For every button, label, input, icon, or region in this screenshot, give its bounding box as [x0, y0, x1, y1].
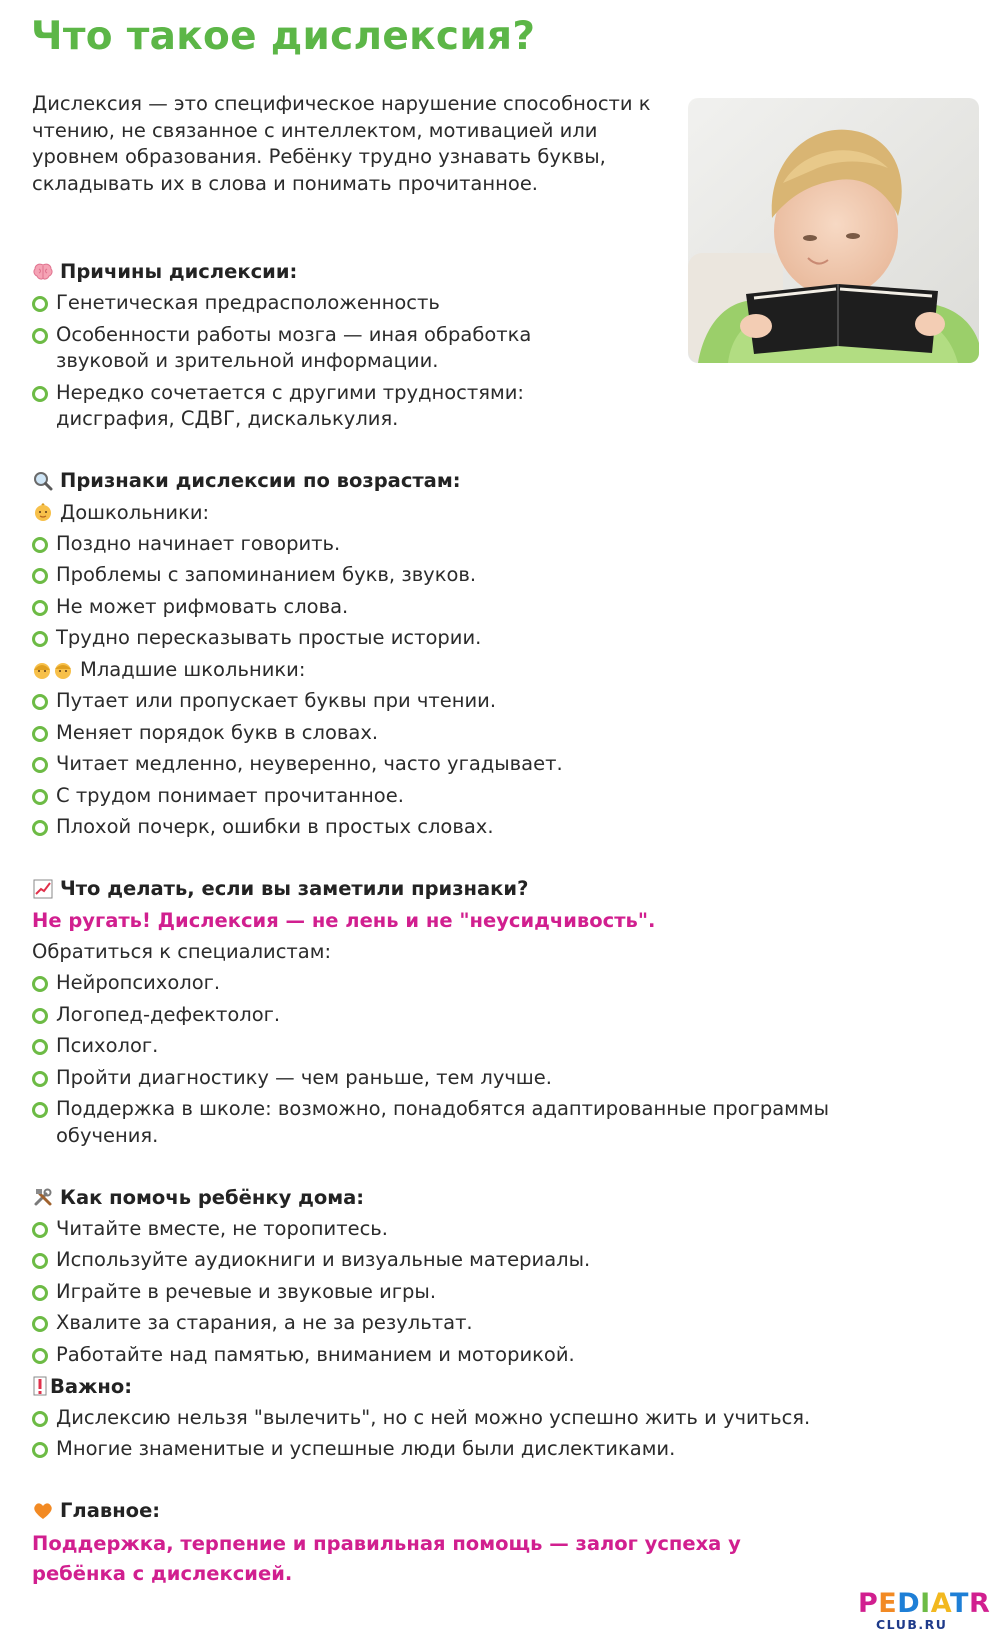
list-item: Поздно начинает говорить. — [32, 528, 912, 560]
todo-heading — [32, 873, 912, 905]
list-item: Дислексию нельзя "вылечить", но с ней можно успешно жить и учиться. — [32, 1402, 912, 1434]
list-item: Многие знаменитые и успешные люди были дислектиками. — [32, 1434, 912, 1466]
list-item: Психолог. — [32, 1031, 912, 1063]
bullet-circle-icon — [32, 631, 48, 647]
list-item: Читает медленно, неуверенно, часто угадывает. — [32, 749, 912, 781]
bullet-circle-icon — [32, 694, 48, 710]
bullet-circle-icon — [32, 820, 48, 836]
pediatr-club-logo[interactable] — [858, 1588, 991, 1638]
chart-icon — [32, 878, 54, 900]
home-heading-text: Как помочь ребёнку дома: — [60, 1185, 365, 1209]
bullet-circle-icon — [32, 1071, 48, 1087]
bullet-circle-icon — [32, 1411, 48, 1427]
bullet-circle-icon — [32, 1442, 48, 1458]
main-text: Поддержка, терпение и правильная помощь — залог успеха у ребёнка с дислексией. — [32, 1531, 741, 1585]
list-item: Меняет порядок букв в словах. — [32, 717, 912, 749]
main-heading — [32, 1495, 912, 1527]
todo-warning: Не ругать! Дислексия — не лень и не "неусидчивость". — [32, 908, 656, 932]
bullet-circle-icon — [32, 789, 48, 805]
bullet-circle-icon — [32, 1253, 48, 1269]
list-item: Используйте аудиокниги и визуальные материалы. — [32, 1245, 912, 1277]
bullet-circle-icon — [32, 1222, 48, 1238]
bullet-circle-icon — [32, 1008, 48, 1024]
bullet-circle-icon — [32, 568, 48, 584]
list-item: Играйте в речевые и звуковые игры. — [32, 1276, 912, 1308]
list-item: Логопед-дефектолог. — [32, 999, 912, 1031]
intro-paragraph: Дислексия — это специфическое нарушение способности к чтению, не связанное с интеллектом, мотивацией или уровнем образования. Ребёнку трудно узнавать буквы, складывать их в слова и понимать прочитанное. — [32, 92, 651, 195]
list-item: Проблемы с запоминанием букв, звуков. — [32, 560, 912, 592]
page-title: Что такое дислексия? — [31, 14, 536, 59]
magnifier-icon — [32, 470, 54, 492]
list-item: Пройти диагностику — чем раньше, тем лучше. — [32, 1062, 912, 1094]
bullet-circle-icon — [32, 296, 48, 312]
signs-heading-text: Признаки дислексии по возрастам: — [60, 469, 461, 492]
signs-heading — [32, 465, 912, 497]
important-heading — [32, 1371, 912, 1403]
list-item: Работайте над памятью, вниманием и моторикой. — [32, 1339, 912, 1371]
bullet-circle-icon — [32, 1285, 48, 1301]
bullet-circle-icon — [32, 600, 48, 616]
list-item: С трудом понимает прочитанное. — [32, 780, 912, 812]
bullet-circle-icon — [32, 1039, 48, 1055]
bullet-circle-icon — [32, 1102, 48, 1118]
list-item: Путает или пропускает буквы при чтении. — [32, 686, 912, 718]
baby-face-icon — [32, 501, 54, 523]
bullet-circle-icon — [32, 976, 48, 992]
children-faces-icon — [32, 659, 74, 681]
logo-domain: CLUB.RU — [876, 1617, 948, 1632]
bullet-circle-icon — [32, 1316, 48, 1332]
bullet-circle-icon — [32, 386, 48, 402]
causes-heading-text: Причины дислексии: — [60, 260, 298, 283]
bullet-circle-icon — [32, 757, 48, 773]
home-heading — [32, 1182, 912, 1214]
todo-heading-text: Что делать, если вы заметили признаки? — [60, 877, 529, 900]
list-item: Поддержка в школе: возможно, понадобятся адаптированные программы обучения. — [32, 1094, 912, 1152]
list-item: Генетическая предрасположенность — [32, 288, 912, 320]
exclamation-icon — [32, 1375, 48, 1397]
brain-icon — [32, 261, 54, 283]
orange-heart-icon — [32, 1500, 54, 1522]
important-heading-text: Важно: — [50, 1374, 133, 1398]
list-item: Хвалите за старания, а не за результат. — [32, 1308, 912, 1340]
list-item: Трудно пересказывать простые истории. — [32, 623, 912, 655]
preschool-label: Дошкольники: — [32, 497, 912, 529]
bullet-circle-icon — [32, 537, 48, 553]
tools-icon — [32, 1186, 54, 1208]
bullet-circle-icon — [32, 1348, 48, 1364]
school-label: Младшие школьники: — [32, 654, 912, 686]
main-heading-text: Главное: — [60, 1499, 161, 1522]
todo-subheading: Обратиться к специалистам: — [32, 940, 332, 963]
bullet-circle-icon — [32, 726, 48, 742]
causes-heading — [32, 256, 912, 288]
list-item: Нередко сочетается с другими трудностями: дисграфия, СДВГ, дискалькулия. — [32, 377, 912, 435]
list-item: Не может рифмовать слова. — [32, 591, 912, 623]
list-item: Особенности работы мозга — иная обработка звуковой и зрительной информации. — [32, 319, 912, 377]
bullet-circle-icon — [32, 328, 48, 344]
logo-wordmark: PEDIATR — [858, 1588, 991, 1619]
list-item: Плохой почерк, ошибки в простых словах. — [32, 812, 912, 844]
list-item: Читайте вместе, не торопитесь. — [32, 1213, 912, 1245]
list-item: Нейропсихолог. — [32, 968, 912, 1000]
content — [32, 256, 912, 1591]
